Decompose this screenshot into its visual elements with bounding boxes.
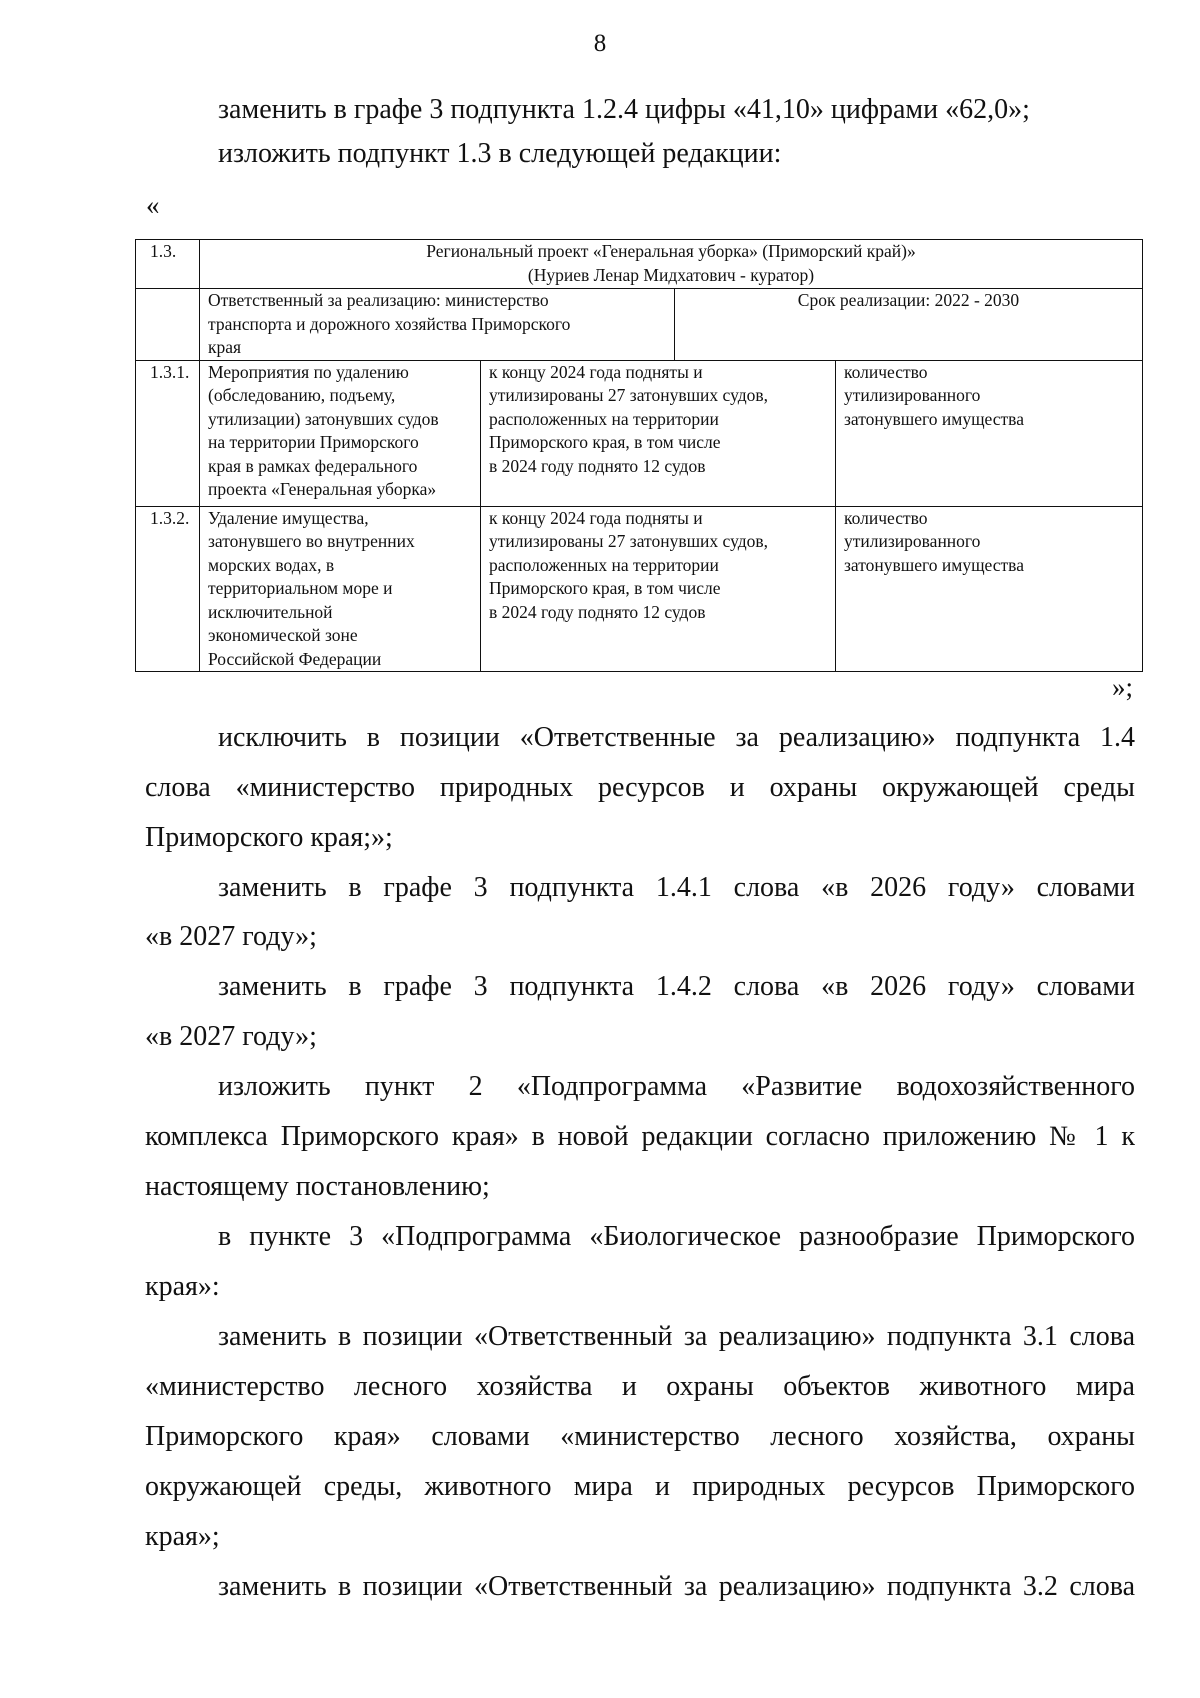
project-title [200,240,1143,289]
paragraph-line: «министерство лесного хозяйства и охраны объектов животного мира [145,1371,1135,1402]
quote-close: »; [1111,672,1133,702]
cell-line: количество [844,361,928,382]
item-number: 1.3. [136,240,200,289]
cell-line: затонувшего имущества [844,554,1024,575]
term-cell: Срок реализации: 2022 - 2030 [797,290,1020,310]
cell-line: к концу 2024 года подняты и [489,507,703,528]
paragraph-line: заменить в графе 3 подпункта 1.4.2 слова «в 2026 году» словами [218,971,1135,1002]
paragraph-line: изложить пункт 2 «Подпрограмма «Развитие водохозяйственного [218,1071,1135,1102]
cell-line: к концу 2024 года подняты и [489,361,703,382]
paragraph-line: окружающей среды, животного мира и природных ресурсов Приморского [145,1471,1135,1502]
cell-line: расположенных на территории [489,554,719,575]
cell-line: морских водах, в [208,554,335,575]
cell-line: проекта «Генеральная уборка» [208,479,437,499]
cell-line: Российской Федерации [208,648,382,669]
paragraph-line: края»; [145,1521,220,1552]
task-cell [200,506,481,672]
responsible-line: края [208,337,242,357]
paragraph-line: «в 2027 году»; [145,921,317,952]
quote-open: « [146,190,160,220]
table-header-row [136,240,1143,289]
cell-line: утилизированы 27 затонувших судов, [489,385,769,405]
paragraph-line: Приморского края» словами «министерство лесного хозяйства, охраны [145,1421,1135,1452]
meta-cell [200,289,1143,361]
cell-line: утилизированного [844,385,981,405]
title-line: Региональный проект «Генеральная уборка» (Приморский край)» [426,241,916,261]
indicator-cell [836,506,1143,672]
cell-line: на территории Приморского [208,432,419,452]
paragraph-line: заменить в позиции «Ответственный за реализацию» подпункта 3.2 слова [218,1571,1135,1602]
project-table [135,239,1143,672]
paragraph-line: «в 2027 году»; [145,1021,317,1052]
cell-line: территориальном море и [208,578,393,598]
responsible-line: Ответственный за реализацию: министерство [208,290,549,310]
cell-line: в 2024 году поднято 12 судов [489,455,706,476]
empty-cell [136,289,200,361]
cell-line: утилизированного [844,531,981,551]
cell-line: экономической зоне [208,625,358,645]
item-number: 1.3.2. [136,506,200,672]
table-meta-row [136,289,1143,361]
cell-line: (обследованию, подъему, [208,385,396,405]
cell-line: края в рамках федерального [208,455,418,476]
paragraph-line: в пункте 3 «Подпрограмма «Биологическое разнообразие Приморского [218,1221,1135,1252]
cell-line: утилизированы 27 затонувших судов, [489,531,769,551]
responsible-line: транспорта и дорожного хозяйства Приморского [208,313,571,334]
cell-line: затонувшего имущества [844,408,1024,429]
cell-line: в 2024 году поднято 12 судов [489,601,706,622]
responsible-cell [200,289,675,360]
paragraph-line: исключить в позиции «Ответственные за реализацию» подпункта 1.4 [218,722,1135,753]
cell-line: утилизации) затонувших судов [208,408,439,429]
task-cell [200,360,481,506]
paragraph-line: края»: [145,1271,220,1302]
paragraph-line: заменить в графе 3 подпункта 1.4.1 слова «в 2026 году» словами [218,872,1135,903]
cell-line: расположенных на территории [489,408,719,429]
paragraph-line: заменить в графе 3 подпункта 1.2.4 цифры «41,10» цифрами «62,0»; [218,94,1030,125]
paragraph-line: слова «министерство природных ресурсов и охраны окружающей среды [145,772,1135,803]
cell-line: Удаление имущества, [208,507,369,528]
cell-line: Приморского края, в том числе [489,578,721,598]
paragraph-line: настоящему постановлению; [145,1171,490,1202]
page-number: 8 [593,30,607,57]
result-cell [481,360,836,506]
cell-line: Мероприятия по удалению [208,361,409,382]
table-row [136,360,1143,506]
table-row [136,506,1143,672]
paragraph-line: комплекса Приморского края» в новой редакции согласно приложению № 1 к [145,1121,1135,1152]
paragraph-line: изложить подпункт 1.3 в следующей редакции: [218,138,782,169]
paragraph-line: Приморского края;»; [145,822,393,853]
cell-line: Приморского края, в том числе [489,432,721,452]
title-line: (Нуриев Ленар Мидхатович - куратор) [527,264,815,285]
result-cell [481,506,836,672]
indicator-cell [836,360,1143,506]
cell-line: количество [844,507,928,528]
cell-line: исключительной [208,601,333,622]
paragraph-line: заменить в позиции «Ответственный за реализацию» подпункта 3.1 слова [218,1321,1135,1352]
cell-line: затонувшего во внутренних [208,531,415,551]
item-number: 1.3.1. [136,360,200,506]
